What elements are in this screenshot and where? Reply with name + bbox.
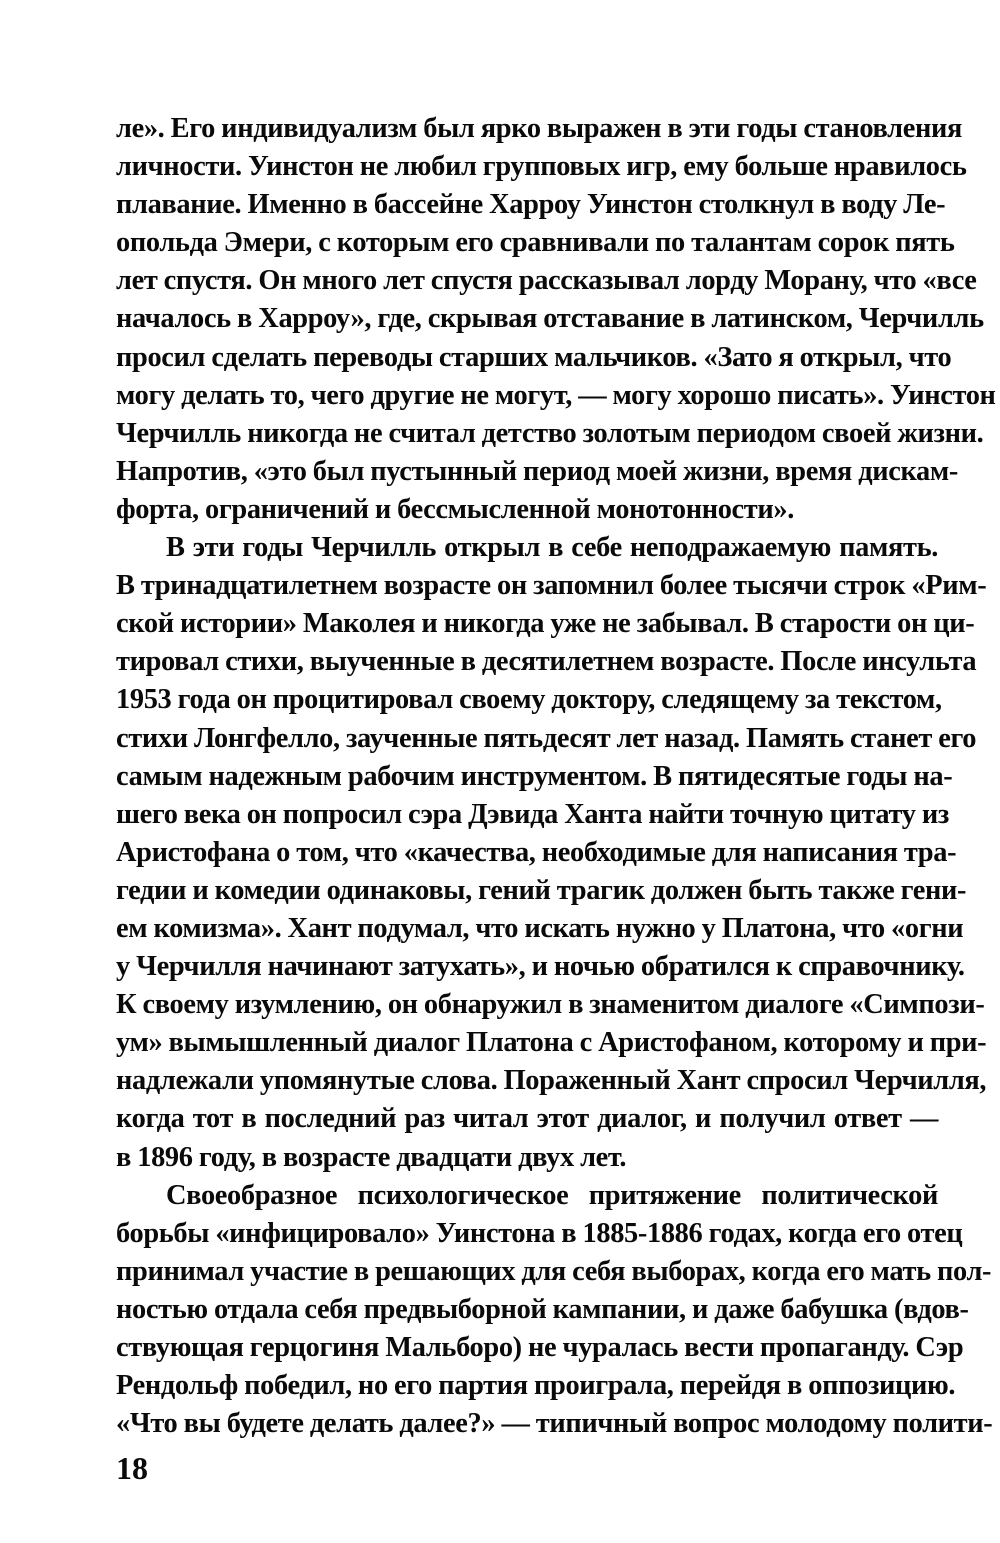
text-line: у Черчилля начинают затухать», и ночью обратился к справочнику. — [116, 951, 965, 983]
text-line: просил сделать переводы старших мальчиков. «Зато я открыл, что — [116, 341, 952, 373]
text-line: когда тот в последний раз читал этот диалог, и получил ответ — — [116, 1103, 938, 1135]
text-line: 1953 года он процитировал своему доктору, следящему за текстом, — [116, 684, 942, 716]
page-number: 18 — [116, 1450, 148, 1486]
text-line: борьбы «инфицировало» Уинстона в 1885-1886 годах, когда его отец — [116, 1217, 963, 1249]
text-line: началось в Харроу», где, скрывая отставание в латинском, Черчилль — [116, 303, 984, 335]
paragraph-end-line: в 1896 году, в возрасте двадцати двух лет. — [116, 1141, 627, 1173]
text-line: тировал стихи, выученные в десятилетнем возрасте. После инсульта — [116, 646, 977, 678]
text-line: самым надежным рабочим инструментом. В пятидесятые годы на- — [116, 760, 953, 792]
paragraph-start-line: Своеобразное психологическое притяжение политической — [166, 1179, 938, 1211]
text-line: плавание. Именно в бассейне Харроу Уинстон столкнул в воду Ле- — [116, 189, 946, 221]
text-line: Напротив, «это был пустынный период моей жизни, время дискам- — [116, 455, 958, 487]
text-line: Аристофана о том, что «качества, необходимые для написания тра- — [116, 836, 957, 868]
text-line: ем комизма». Хант подумал, что искать нужно у Платона, что «огни — [116, 912, 964, 944]
text-line: надлежали упомянутые слова. Пораженный Хант спросил Черчилля, — [116, 1065, 987, 1097]
text-line: ской истории» Маколея и никогда уже не забывал. В старости он ци- — [116, 608, 975, 640]
text-line: В тринадцатилетнем возрасте он запомнил более тысячи строк «Рим- — [116, 570, 987, 602]
text-line: ум» вымышленный диалог Платона с Аристофаном, которому и при- — [116, 1027, 987, 1059]
paragraph-end-line: форта, ограничений и бессмысленной монотонности». — [116, 493, 795, 525]
text-line: шего века он попросил сэра Дэвида Ханта найти точную цитату из — [116, 798, 949, 830]
text-line: Черчилль никогда не считал детство золотым периодом своей жизни. — [116, 417, 984, 449]
text-line: опольда Эмери, с которым его сравнивали по талантам сорок пять — [116, 227, 955, 259]
text-line: принимал участие в решающих для себя выборах, когда его мать пол- — [116, 1255, 992, 1287]
text-line: лет спустя. Он много лет спустя рассказывал лорду Морану, что «все — [116, 265, 977, 297]
paragraph-start-line: В эти годы Черчилль открыл в себе неподражаемую память. — [166, 532, 938, 564]
text-line: ностью отдала себя предвыборной кампании, и даже бабушка (вдов- — [116, 1293, 969, 1325]
text-line: стихи Лонгфелло, заученные пятьдесят лет назад. Память станет его — [116, 722, 977, 754]
body-text — [116, 110, 996, 1443]
text-line: гедии и комедии одинаковы, гений трагик должен быть также гени- — [116, 874, 967, 906]
text-line: ле». Его индивидуализм был ярко выражен в эти годы становления — [116, 113, 962, 144]
text-line: «Что вы будете делать далее?» — типичный вопрос молодому полити- — [116, 1408, 993, 1440]
text-line: Рендольф победил, но его партия проиграла, перейдя в оппозицию. — [116, 1370, 956, 1402]
text-line: ствующая герцогиня Мальборо) не чуралась вести пропаганду. Сэр — [116, 1332, 964, 1363]
text-line: личности. Уинстон не любил групповых игр, ему больше нравилось — [116, 151, 967, 183]
text-line: К своему изумлению, он обнаружил в знаменитом диалоге «Симпози- — [116, 989, 985, 1021]
text-line: могу делать то, чего другие не могут, — могу хорошо писать». Уинстон — [116, 379, 996, 411]
